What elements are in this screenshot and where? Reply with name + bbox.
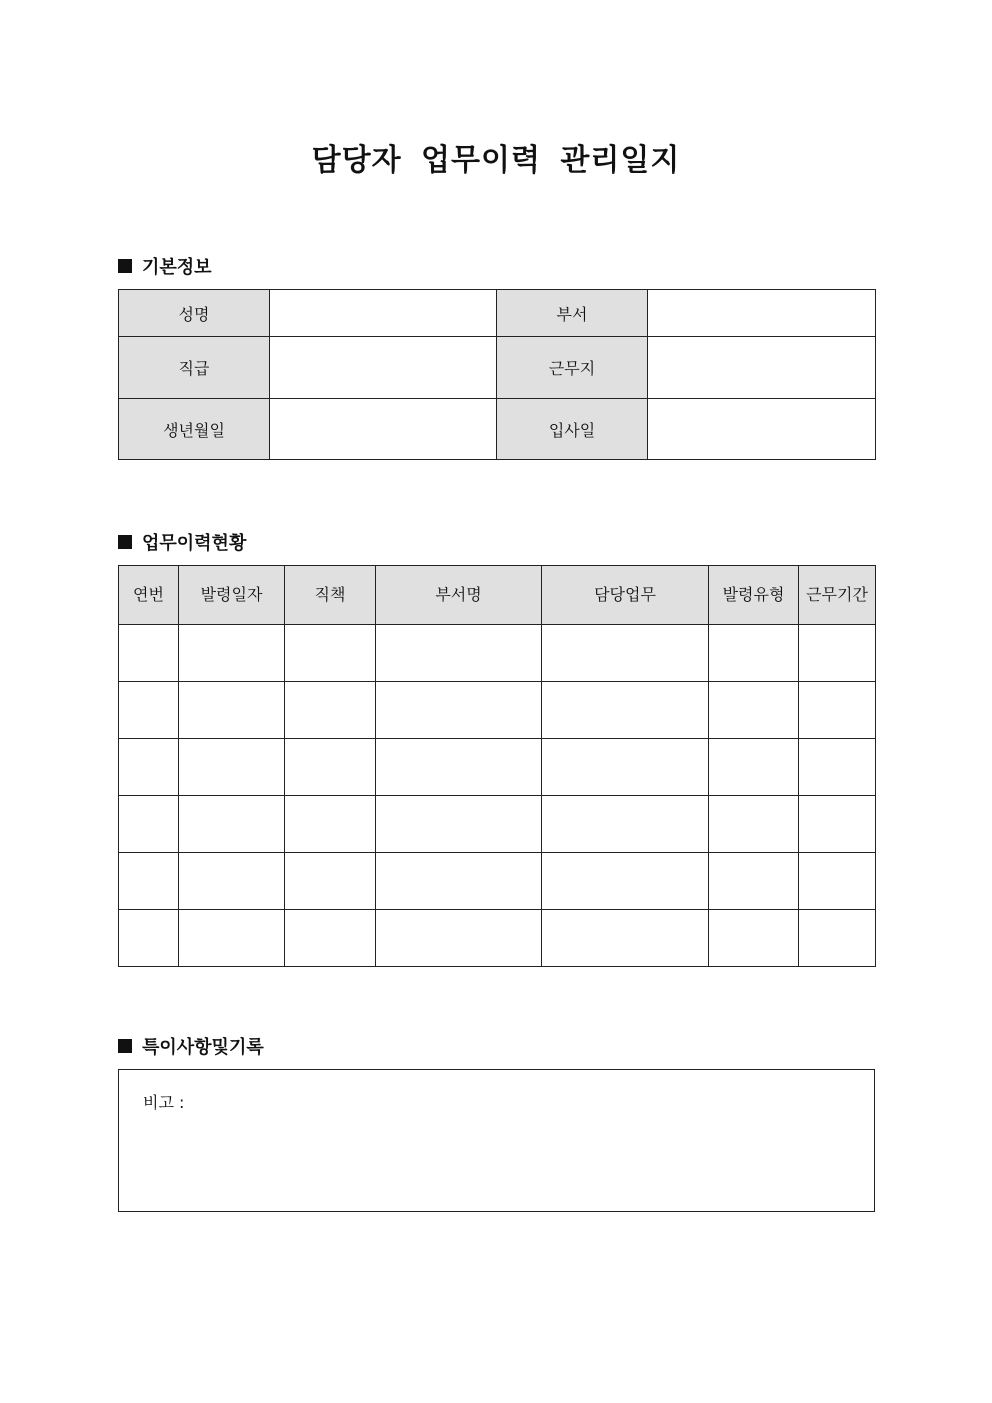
column-header-role: 직책 (285, 566, 376, 625)
history-cell[interactable] (119, 796, 179, 853)
history-cell[interactable] (799, 625, 876, 682)
hire-date-field[interactable] (648, 399, 876, 460)
history-cell[interactable] (799, 682, 876, 739)
history-cell[interactable] (179, 625, 285, 682)
history-cell[interactable] (285, 910, 376, 967)
history-cell[interactable] (376, 625, 542, 682)
work-history-table (118, 565, 876, 967)
history-heading (118, 529, 246, 555)
history-cell[interactable] (542, 853, 709, 910)
history-cell[interactable] (799, 739, 876, 796)
history-cell[interactable] (119, 682, 179, 739)
remarks-label: 비고 : (143, 1093, 185, 1112)
history-cell[interactable] (542, 682, 709, 739)
history-row (119, 739, 876, 796)
history-cell[interactable] (542, 796, 709, 853)
name-label: 성명 (119, 290, 270, 337)
history-row (119, 625, 876, 682)
hire-date-label: 입사일 (497, 399, 648, 460)
history-cell[interactable] (709, 796, 799, 853)
column-header-work-period: 근무기간 (799, 566, 876, 625)
position-label: 직급 (119, 337, 270, 399)
basic-info-heading (118, 253, 212, 279)
history-cell[interactable] (376, 682, 542, 739)
basic-info-table (118, 289, 876, 460)
history-cell[interactable] (376, 853, 542, 910)
history-cell[interactable] (376, 910, 542, 967)
history-heading-label: 업무이력현황 (142, 533, 247, 554)
department-label: 부서 (497, 290, 648, 337)
history-cell[interactable] (799, 910, 876, 967)
history-cell[interactable] (285, 625, 376, 682)
basic-info-row (119, 337, 876, 399)
workplace-field[interactable] (648, 337, 876, 399)
square-bullet-icon (118, 1039, 132, 1053)
history-cell[interactable] (119, 625, 179, 682)
history-body (119, 625, 876, 967)
history-cell[interactable] (285, 853, 376, 910)
history-cell[interactable] (709, 910, 799, 967)
remarks-box[interactable] (118, 1069, 875, 1212)
department-field[interactable] (648, 290, 876, 337)
basic-info-row (119, 290, 876, 337)
column-header-appointment-date: 발령일자 (179, 566, 285, 625)
history-cell[interactable] (179, 739, 285, 796)
history-row (119, 910, 876, 967)
history-cell[interactable] (285, 739, 376, 796)
position-field[interactable] (270, 337, 497, 399)
history-cell[interactable] (179, 682, 285, 739)
history-cell[interactable] (709, 739, 799, 796)
history-cell[interactable] (376, 796, 542, 853)
basic-info-heading-label: 기본정보 (142, 257, 212, 278)
birthdate-label: 생년월일 (119, 399, 270, 460)
history-cell[interactable] (709, 682, 799, 739)
basic-info-row (119, 399, 876, 460)
history-header-row (119, 566, 876, 625)
birthdate-field[interactable] (270, 399, 497, 460)
history-cell[interactable] (179, 910, 285, 967)
history-cell[interactable] (799, 853, 876, 910)
column-header-serial: 연번 (119, 566, 179, 625)
history-cell[interactable] (376, 739, 542, 796)
history-cell[interactable] (799, 796, 876, 853)
history-cell[interactable] (179, 796, 285, 853)
history-cell[interactable] (285, 796, 376, 853)
history-cell[interactable] (285, 682, 376, 739)
column-header-appointment-type: 발령유형 (709, 566, 799, 625)
history-cell[interactable] (119, 910, 179, 967)
workplace-label: 근무지 (497, 337, 648, 399)
history-row (119, 796, 876, 853)
history-cell[interactable] (119, 853, 179, 910)
page-title: 담당자 업무이력 관리일지 (311, 143, 681, 178)
history-cell[interactable] (542, 910, 709, 967)
history-row (119, 682, 876, 739)
name-field[interactable] (270, 290, 497, 337)
square-bullet-icon (118, 535, 132, 549)
history-cell[interactable] (119, 739, 179, 796)
remarks-heading (118, 1033, 264, 1059)
history-cell[interactable] (179, 853, 285, 910)
square-bullet-icon (118, 259, 132, 273)
column-header-duties: 담당업무 (542, 566, 709, 625)
history-row (119, 853, 876, 910)
history-cell[interactable] (542, 739, 709, 796)
history-cell[interactable] (542, 625, 709, 682)
column-header-department-name: 부서명 (376, 566, 542, 625)
history-cell[interactable] (709, 625, 799, 682)
remarks-heading-label: 특이사항및기록 (142, 1037, 264, 1058)
history-cell[interactable] (709, 853, 799, 910)
